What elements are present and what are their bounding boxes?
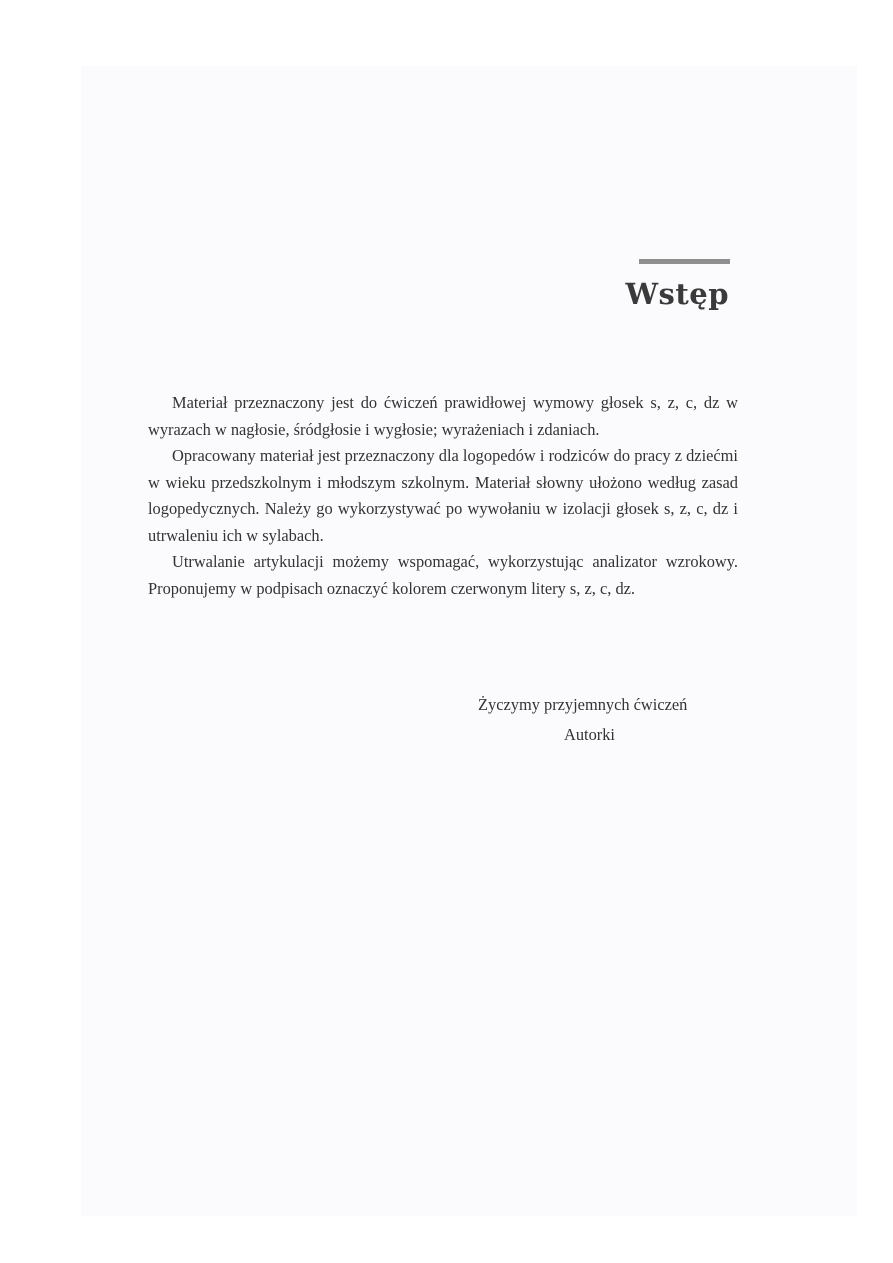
body-text	[148, 390, 738, 602]
closing-wish: Życzymy przyjemnych ćwiczeń	[478, 695, 688, 714]
paragraph-3: Utrwalanie artykulacji możemy wspomagać, wykorzystując analizator wzrokowy. Proponujemy w podpisach oznaczyć kolorem czerwonym litery s, z, c, dz.	[148, 552, 738, 598]
paragraph-1: Materiał przeznaczony jest do ćwiczeń prawidłowej wymowy głosek s, z, c, dz w wyrazach w nagłosie, śródgłosie i wygłosie; wyrażeniach i zdaniach.	[148, 393, 738, 439]
heading-rule	[639, 259, 730, 264]
paragraph-2: Opracowany materiał jest przeznaczony dla logopedów i rodziców do pracy z dziećmi w wieku przedszkolnym i młodszym szkolnym. Materiał słowny ułożono według zasad logopedycznych. Należy go wykorzystywać po wywołaniu w izolacji głosek s, z, c, dz i utrwaleniu ich w sylabach.	[148, 446, 738, 545]
page-title: Wstęp	[625, 277, 729, 311]
signature: Autorki	[564, 725, 615, 744]
book-page	[81, 66, 857, 1216]
closing	[478, 690, 718, 750]
